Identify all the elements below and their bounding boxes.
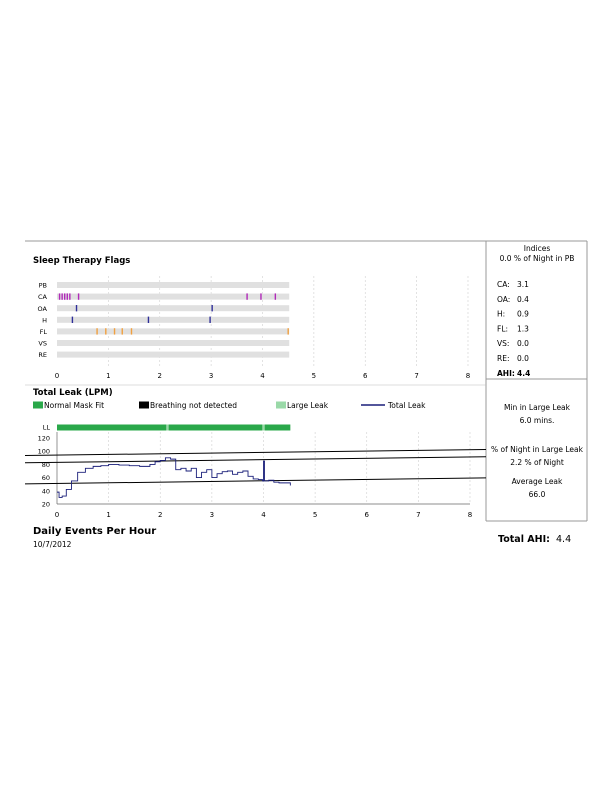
- leak-title: Total Leak (LPM): [33, 388, 113, 398]
- leak-ll-bar: [57, 425, 290, 431]
- flag-event-oa: [211, 305, 212, 311]
- flag-event-ca: [59, 293, 60, 299]
- leak-x-tick: 4: [261, 511, 266, 519]
- leak-x-tick: 6: [364, 511, 369, 519]
- flags-row-labels: [38, 282, 48, 360]
- average-leak-label: Average Leak: [511, 477, 563, 486]
- leak-series: [57, 458, 290, 498]
- ll-bar-segment: [265, 425, 291, 431]
- flags-x-tick: 8: [465, 372, 471, 380]
- leak-y-tick: 60: [41, 474, 50, 483]
- leak-threshold-line: [25, 447, 486, 456]
- flag-row-label-vs: VS: [38, 339, 47, 348]
- flag-event-ca: [78, 293, 79, 299]
- index-value: 3.1: [517, 280, 529, 289]
- average-leak-value: 66.0: [528, 490, 546, 499]
- legend-label: Breathing not detected: [150, 401, 237, 410]
- leak-y-tick: LL: [42, 423, 50, 432]
- leak-x-ticks: [55, 511, 472, 519]
- leak-threshold-line: [25, 457, 486, 463]
- legend-label: Total Leak: [388, 401, 426, 410]
- index-label: VS:: [497, 339, 510, 349]
- flag-event-fl: [96, 328, 97, 334]
- leak-y-tick: 40: [41, 487, 50, 496]
- total-ahi-value: 4.4: [556, 534, 572, 545]
- flag-event-fl: [131, 328, 132, 334]
- report-date: 10/7/2012: [33, 540, 72, 549]
- flags-tracks: [57, 282, 289, 358]
- ahi-label: AHI:: [497, 369, 515, 378]
- flag-event-ca: [275, 293, 276, 299]
- flag-event-ca: [67, 293, 68, 299]
- pct-large-leak-value: 2.2 % of Night: [510, 458, 564, 467]
- flag-event-ca: [260, 293, 261, 299]
- legend-label: Large Leak: [287, 401, 329, 410]
- flag-track-re: [57, 352, 289, 358]
- flags-x-tick: 1: [106, 372, 111, 380]
- ll-bar-segment: [169, 425, 263, 431]
- daily-events-title: Daily Events Per Hour: [33, 526, 157, 537]
- index-value: 0.0: [517, 339, 529, 349]
- flag-row-label-re: RE: [38, 351, 47, 360]
- flag-track-vs: [57, 340, 289, 346]
- total-leak-line: [57, 458, 290, 498]
- flag-track-h: [57, 317, 289, 323]
- flag-event-h: [148, 317, 149, 323]
- flags-x-tick: 0: [54, 372, 60, 380]
- indices-heading: Indices: [523, 244, 551, 253]
- flag-event-h: [72, 317, 73, 323]
- flags-x-tick: 2: [157, 372, 162, 380]
- legend-label: Normal Mask Fit: [44, 401, 105, 410]
- flag-row-label-h: H: [42, 316, 47, 325]
- leak-legend: [33, 401, 426, 410]
- index-value: 0.4: [517, 294, 529, 304]
- flag-event-ca: [246, 293, 247, 299]
- leak-x-tick: 8: [467, 511, 473, 519]
- index-label: CA:: [497, 280, 510, 289]
- legend-swatch: [139, 402, 149, 409]
- flag-track-ca: [57, 294, 289, 300]
- leak-x-tick: 3: [209, 511, 215, 519]
- flags-x-tick: 4: [260, 372, 265, 380]
- flags-x-tick: 7: [414, 372, 419, 380]
- total-ahi-label: Total AHI:: [498, 534, 550, 545]
- flag-event-fl: [287, 328, 288, 334]
- flag-track-fl: [57, 328, 289, 334]
- flag-row-label-oa: OA: [37, 304, 47, 313]
- leak-x-tick: 2: [158, 511, 163, 519]
- legend-swatch: [276, 402, 286, 409]
- index-label: H:: [497, 309, 506, 319]
- legend-swatch: [33, 402, 43, 409]
- flags-title: Sleep Therapy Flags: [33, 256, 131, 266]
- flag-row-label-pb: PB: [38, 281, 47, 290]
- leak-x-tick: 1: [106, 511, 111, 519]
- flags-x-tick: 3: [208, 372, 214, 380]
- indices-panel: [497, 244, 574, 378]
- indices-list: [497, 280, 529, 363]
- index-value: 0.0: [517, 354, 529, 363]
- min-large-leak-value: 6.0 mins.: [519, 416, 555, 425]
- flags-x-tick: 6: [363, 372, 368, 380]
- leak-y-tick: 20: [41, 500, 50, 509]
- ll-bar-large-leak: [166, 425, 168, 431]
- flag-event-ca: [61, 293, 62, 299]
- leak-y-ticks: [38, 424, 51, 509]
- flag-event-fl: [122, 328, 123, 334]
- ll-bar-large-leak: [262, 425, 264, 431]
- index-label: OA:: [497, 294, 511, 304]
- index-value: 0.9: [517, 309, 529, 319]
- flag-track-pb: [57, 282, 289, 288]
- flag-event-ca: [69, 293, 70, 299]
- leak-grid: [109, 432, 470, 504]
- flags-x-ticks: [55, 372, 470, 380]
- pct-large-leak-label: % of Night in Large Leak: [491, 445, 583, 454]
- leak-stats-panel: [491, 403, 584, 499]
- flag-event-fl: [114, 328, 115, 334]
- leak-x-tick: 7: [416, 511, 421, 519]
- flag-event-fl: [105, 328, 106, 334]
- index-value: 1.3: [517, 324, 529, 334]
- leak-y-tick: 80: [41, 460, 50, 469]
- flag-track-oa: [57, 305, 289, 311]
- flags-x-tick: 5: [311, 372, 317, 380]
- min-large-leak-label: Min in Large Leak: [504, 403, 570, 412]
- leak-y-tick: 100: [37, 447, 50, 456]
- ll-bar-segment: [57, 425, 166, 431]
- index-label: RE:: [497, 354, 510, 363]
- leak-x-tick: 0: [54, 511, 60, 519]
- flag-event-h: [209, 317, 210, 323]
- flag-row-label-ca: CA: [38, 293, 47, 302]
- ahi-value: 4.4: [517, 369, 531, 378]
- index-label: FL:: [497, 324, 509, 334]
- leak-x-tick: 5: [312, 511, 318, 519]
- flag-event-ca: [64, 293, 65, 299]
- flag-row-label-fl: FL: [39, 328, 47, 336]
- flag-event-oa: [76, 305, 77, 311]
- leak-y-tick: 120: [37, 434, 50, 443]
- pb-percent: 0.0 % of Night in PB: [499, 254, 575, 263]
